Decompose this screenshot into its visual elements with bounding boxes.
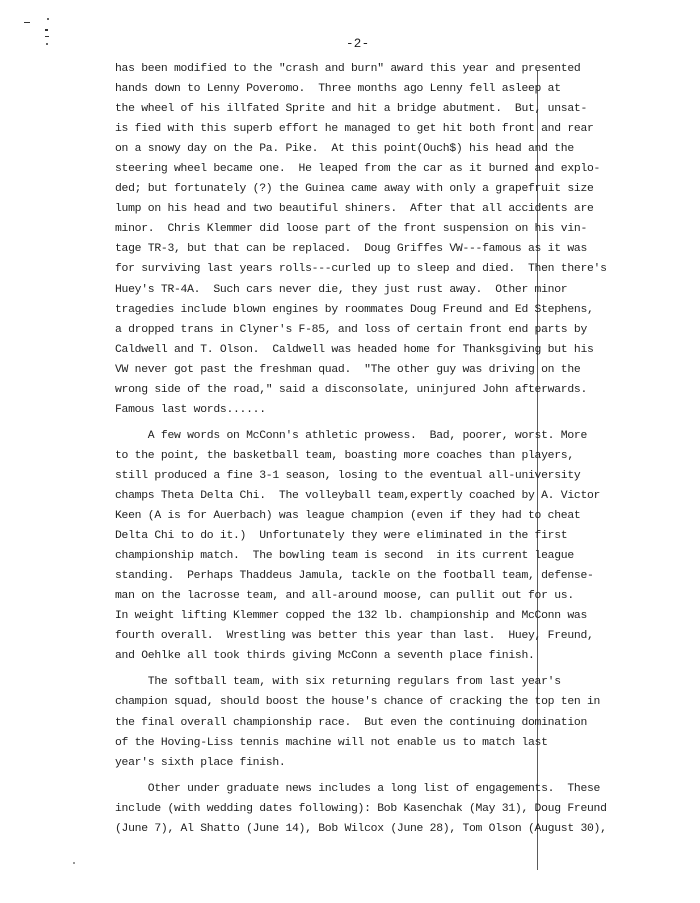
text-line: standing. Perhaps Thaddeus Jamula, tackle on the football team, defense- (115, 570, 594, 583)
text-line: Delta Chi to do it.) Unfortunately they were eliminated in the first (115, 530, 568, 543)
text-line: has been modified to the "crash and burn" award this year and presented (115, 63, 581, 75)
text-line: Keen (A is for Auerbach) was league champion (even if they had to cheat (115, 510, 581, 523)
text-line: the final overall championship race. But even the continuing domination (115, 716, 587, 729)
text-line: champion squad, should boost the house's chance of cracking the top ten in (115, 696, 601, 709)
text-line: a dropped trans in Clyner's F-85, and loss of certain front end parts by (115, 323, 587, 336)
text-line: of the Hoving-Liss tennis machine will not enable us to match last (115, 736, 548, 749)
text-line: VW never got past the freshman quad. "The other guy was driving on the (115, 363, 581, 376)
text-line: for surviving last years rolls---curled up to sleep and died. Then there's (115, 263, 607, 276)
text-line: ded; but fortunately (?) the Guinea came away with only a grapefruit size (115, 183, 594, 196)
margin-mark (47, 18, 49, 20)
document-body (115, 59, 635, 839)
page-number: -2- (346, 37, 370, 51)
text-line: Other under graduate news includes a long list of engagements. These (115, 782, 601, 795)
text-line: still produced a fine 3-1 season, losing to the eventual all-university (115, 469, 581, 482)
text-line: (June 7), Al Shatto (June 14), Bob Wilcox (June 28), Tom Olson (August 30), (115, 822, 607, 835)
text-line: on a snowy day on the Pa. Pike. At this point(Ouch$) his head and the (115, 143, 574, 156)
paragraph (115, 59, 635, 420)
text-line: A few words on McConn's athletic prowess. Bad, poorer, worst. More (115, 429, 587, 442)
text-line: to the point, the basketball team, boasting more coaches than players, (115, 449, 574, 462)
text-line: hands down to Lenny Poveromo. Three months ago Lenny fell asleep at (115, 83, 561, 96)
text-line: Huey's TR-4A. Such cars never die, they just rust away. Other minor (115, 283, 568, 296)
text-line: include (with wedding dates following): Bob Kasenchak (May 31), Doug Freund (115, 802, 607, 815)
text-line: wrong side of the road," said a disconsolate, uninjured John afterwards. (115, 383, 587, 396)
margin-mark (45, 29, 48, 31)
text-line: Caldwell and T. Olson. Caldwell was headed home for Thanksgiving but his (115, 343, 594, 356)
text-line: fourth overall. Wrestling was better this year than last. Huey, Freund, (115, 630, 594, 643)
text-line: and Oehlke all took thirds giving McConn a seventh place finish. (115, 650, 535, 663)
margin-mark (73, 862, 75, 864)
text-line: In weight lifting Klemmer copped the 132 lb. championship and McConn was (115, 610, 587, 623)
text-line: minor. Chris Klemmer did loose part of the front suspension on his vin- (115, 223, 587, 236)
text-line: is fied with this superb effort he managed to get hit both front and rear (115, 123, 594, 136)
text-line: championship match. The bowling team is second in its current league (115, 550, 574, 563)
paragraph (115, 779, 635, 839)
text-line: champs Theta Delta Chi. The volleyball team,expertly coached by A. Victor (115, 489, 601, 502)
paragraph (115, 426, 635, 667)
text-line: steering wheel became one. He leaped from the car as it burned and explo- (115, 163, 601, 176)
text-line: tragedies include blown engines by roommates Doug Freund and Ed Stephens, (115, 303, 594, 316)
margin-mark (46, 43, 48, 45)
text-line: the wheel of his illfated Sprite and hit a bridge abutment. But, unsat- (115, 103, 587, 116)
text-line: Famous last words...... (115, 403, 266, 416)
text-line: lump on his head and two beautiful shiners. After that all accidents are (115, 203, 594, 216)
text-line: The softball team, with six returning regulars from last year's (115, 676, 561, 689)
margin-mark (45, 36, 49, 37)
paragraph (115, 672, 635, 772)
text-line: man on the lacrosse team, and all-around moose, can pullit out for us. (115, 590, 574, 603)
text-line: tage TR-3, but that can be replaced. Doug Griffes VW---famous as it was (115, 243, 587, 256)
text-line: year's sixth place finish. (115, 756, 286, 769)
margin-mark (24, 22, 30, 23)
